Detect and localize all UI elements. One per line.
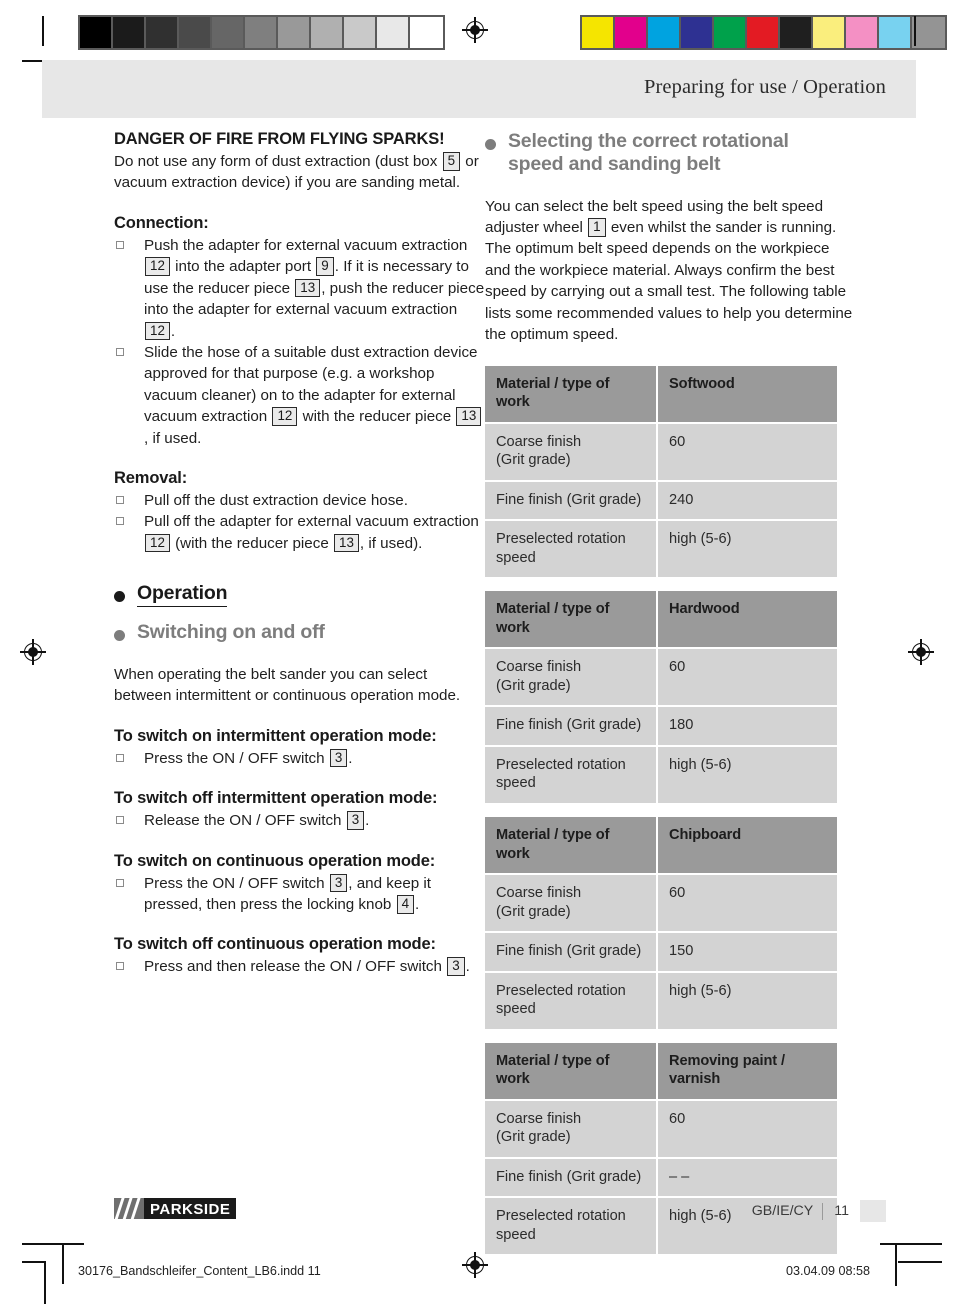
- mode-heading: To switch off continuous operation mode:: [114, 935, 436, 954]
- body-text: Press and then release the ON / OFF switch: [144, 958, 447, 976]
- table-row: [485, 424, 837, 482]
- speed-table: [485, 817, 837, 1029]
- table-cell: Fine finish (Grit grade): [485, 933, 658, 973]
- page-header-title: Preparing for use / Operation: [644, 76, 886, 98]
- list-item: [114, 810, 486, 831]
- body-text: even whilst the sander is running. The optimum belt speed depends on the workpiece and the workpiece material. Always confirm the best speed by carrying out a small test. The following table lists some recommended values to help you determine the optimum speed.: [485, 219, 853, 344]
- square-bullet-icon: [116, 816, 124, 824]
- table-header-cell: Chipboard: [658, 817, 837, 875]
- table-cell: 60: [658, 1101, 837, 1159]
- mode-instruction-blocks: [114, 707, 486, 978]
- body-text: .: [348, 749, 353, 767]
- ref-number: 12: [272, 407, 297, 426]
- table-header-cell: Softwood: [658, 366, 837, 424]
- body-text: Press the ON / OFF switch: [144, 874, 329, 892]
- heading-line-2: speed and sanding belt: [508, 152, 721, 175]
- table-cell: high (5-6): [658, 747, 837, 803]
- bullet-dot-icon: [114, 630, 125, 641]
- left-text-column: [114, 130, 486, 978]
- ref-number: 5: [443, 152, 460, 171]
- list-item: [114, 490, 486, 511]
- table-cell: – –: [658, 1159, 837, 1199]
- table-header-row: [485, 1043, 837, 1101]
- body-text: Pull off the dust extraction device hose.: [144, 492, 408, 510]
- body-text: with the reducer piece: [298, 408, 456, 426]
- imprint-filename: 30176_Bandschleifer_Content_LB6.indd 11: [78, 1264, 321, 1278]
- operation-heading-label: Operation: [137, 582, 227, 607]
- connection-heading: Connection:: [114, 213, 209, 232]
- table-header-row: [485, 366, 837, 424]
- body-text: , push the reducer piece into the adapter for external vacuum extraction: [144, 279, 485, 319]
- table-header-cell: Material / type of work: [485, 591, 658, 649]
- list-item-text: [144, 956, 486, 977]
- switching-heading-label: Switching on and off: [137, 621, 325, 644]
- switching-heading: [114, 621, 486, 644]
- table-row: [485, 707, 837, 747]
- table-cell: high (5-6): [658, 973, 837, 1029]
- list-item-text: [144, 235, 486, 342]
- parkside-logo: [114, 1198, 236, 1219]
- mode-item-list: [114, 873, 486, 916]
- body-text: , and keep it pressed, then press the locking knob: [144, 874, 432, 914]
- speed-table: [485, 366, 837, 578]
- table-cell: high (5-6): [658, 521, 837, 577]
- ref-number: 12: [145, 322, 170, 341]
- ref-number: 3: [330, 874, 347, 893]
- danger-text-b: or vacuum extraction device) if you are sanding metal.: [114, 153, 479, 192]
- table-row: [485, 747, 837, 803]
- danger-paragraph: [114, 151, 486, 194]
- square-bullet-icon: [116, 496, 124, 504]
- table-header-cell: Material / type of work: [485, 817, 658, 875]
- ref-number: 3: [347, 811, 364, 830]
- list-item-text: [144, 748, 486, 769]
- rotational-speed-intro: [485, 196, 857, 346]
- rotational-speed-heading: [485, 130, 857, 176]
- bullet-dot-icon: [114, 591, 125, 602]
- mode-item-list: [114, 748, 486, 769]
- body-text: Pull off the adapter for external vacuum extraction: [144, 513, 479, 531]
- right-text-column: [485, 130, 857, 1268]
- square-bullet-icon: [116, 754, 124, 762]
- body-text: .: [365, 812, 370, 830]
- body-text: Release the ON / OFF switch: [144, 812, 346, 830]
- table-header-cell: Hardwood: [658, 591, 837, 649]
- body-text: Slide the hose of a suitable dust extraction device approved for that purpose (e.g. a workshop vacuum cleaner) on to the adapter for external vacuum extraction: [144, 343, 478, 426]
- table-cell: Preselected rotation speed: [485, 973, 658, 1029]
- ref-number: 3: [447, 957, 464, 976]
- table-row: [485, 933, 837, 973]
- list-item-text: [144, 342, 486, 449]
- table-cell: 150: [658, 933, 837, 973]
- table-header-cell: Removing paint / varnish: [658, 1043, 837, 1101]
- connection-list: [114, 235, 486, 449]
- list-item: [114, 511, 486, 554]
- locale-label: GB/IE/CY: [751, 1203, 814, 1219]
- rotational-speed-heading-label: [508, 130, 789, 176]
- body-text: Press the ON / OFF switch: [144, 749, 329, 767]
- bullet-dot-icon: [485, 139, 496, 150]
- table-header-cell: Material / type of work: [485, 366, 658, 424]
- table-row: [485, 1101, 837, 1159]
- table-cell: Coarse finish (Grit grade): [485, 649, 658, 707]
- body-text: into the adapter port: [170, 258, 316, 276]
- square-bullet-icon: [116, 517, 124, 525]
- square-bullet-icon: [116, 879, 124, 887]
- ref-number: 12: [145, 534, 170, 553]
- table-cell: 60: [658, 875, 837, 933]
- imprint-date: 03.04.09 08:58: [786, 1264, 871, 1278]
- mode-item-list: [114, 810, 486, 831]
- table-header-row: [485, 591, 837, 649]
- logo-wordmark: PARKSIDE: [144, 1198, 236, 1219]
- table-row: [485, 482, 837, 522]
- square-bullet-icon: [116, 241, 124, 249]
- list-item-text: [144, 873, 486, 916]
- document-page: [42, 0, 916, 1305]
- body-text: .: [170, 322, 176, 340]
- removal-list: [114, 490, 486, 554]
- page-number-end-block: [860, 1200, 886, 1222]
- ref-number: 4: [397, 895, 414, 914]
- table-cell: 240: [658, 482, 837, 522]
- table-cell: Fine finish (Grit grade): [485, 482, 658, 522]
- table-cell: Fine finish (Grit grade): [485, 707, 658, 747]
- body-text: You can select the belt speed using the belt speed adjuster wheel: [485, 197, 824, 237]
- table-cell: 180: [658, 707, 837, 747]
- ref-number: 3: [330, 749, 347, 768]
- body-text: , if used.: [144, 429, 202, 447]
- removal-heading: Removal:: [114, 469, 188, 488]
- body-text: (with the reducer piece: [170, 534, 333, 552]
- table-row: [485, 875, 837, 933]
- mode-heading: To switch off intermittent operation mode:: [114, 789, 438, 808]
- table-cell: Coarse finish (Grit grade): [485, 875, 658, 933]
- list-item: [114, 342, 486, 449]
- table-cell: Preselected rotation speed: [485, 747, 658, 803]
- operation-heading: [114, 582, 486, 607]
- body-text: .: [415, 896, 420, 914]
- list-item-text: [144, 490, 486, 511]
- speed-table: [485, 591, 837, 803]
- print-imprint-line: [0, 1258, 954, 1288]
- table-cell: Coarse finish (Grit grade): [485, 1101, 658, 1159]
- page-number-group: [752, 1200, 886, 1222]
- table-row: [485, 521, 837, 577]
- calibration-swatch: [912, 17, 945, 48]
- ref-number: 13: [456, 407, 481, 426]
- page-number: 11: [834, 1203, 849, 1219]
- body-text: . If it is necessary to use the reducer piece: [144, 258, 469, 297]
- list-item-text: [144, 511, 486, 554]
- table-cell: Coarse finish (Grit grade): [485, 424, 658, 482]
- table-cell: 60: [658, 649, 837, 707]
- list-item: [114, 873, 486, 916]
- list-item: [114, 235, 486, 342]
- table-header-row: [485, 817, 837, 875]
- heading-line-1: Selecting the correct rotational: [508, 130, 789, 152]
- table-cell: Fine finish (Grit grade): [485, 1159, 658, 1199]
- ref-number: 1: [588, 218, 605, 237]
- ref-number: 12: [145, 257, 170, 276]
- logo-slashes-icon: [114, 1198, 144, 1219]
- mode-item-list: [114, 956, 486, 977]
- table-header-cell: Material / type of work: [485, 1043, 658, 1101]
- ref-number: 13: [334, 534, 359, 553]
- mode-heading: To switch on intermittent operation mode:: [114, 726, 437, 745]
- ref-number: 9: [316, 257, 333, 276]
- speed-tables-container: [485, 366, 857, 1255]
- body-text: .: [465, 958, 470, 976]
- list-item-text: [144, 810, 486, 831]
- list-item: [114, 956, 486, 977]
- table-cell: Preselected rotation speed: [485, 1198, 658, 1254]
- body-text: Push the adapter for external vacuum extraction: [144, 236, 468, 254]
- switching-intro: When operating the belt sander you can select between intermittent or continuous operation mode.: [114, 665, 461, 705]
- square-bullet-icon: [116, 962, 124, 970]
- danger-heading: DANGER OF FIRE FROM FLYING SPARKS!: [114, 130, 445, 148]
- mode-heading: To switch on continuous operation mode:: [114, 851, 436, 870]
- square-bullet-icon: [116, 348, 124, 356]
- table-cell: high (5-6): [658, 1198, 837, 1254]
- danger-text-a: Do not use any form of dust extraction (dust box: [114, 153, 438, 170]
- body-text: , if used).: [359, 534, 423, 552]
- table-row: [485, 973, 837, 1029]
- table-cell: Preselected rotation speed: [485, 521, 658, 577]
- table-row: [485, 649, 837, 707]
- page-footer: [42, 1190, 916, 1234]
- list-item: [114, 748, 486, 769]
- ref-number: 13: [295, 279, 320, 298]
- table-cell: 60: [658, 424, 837, 482]
